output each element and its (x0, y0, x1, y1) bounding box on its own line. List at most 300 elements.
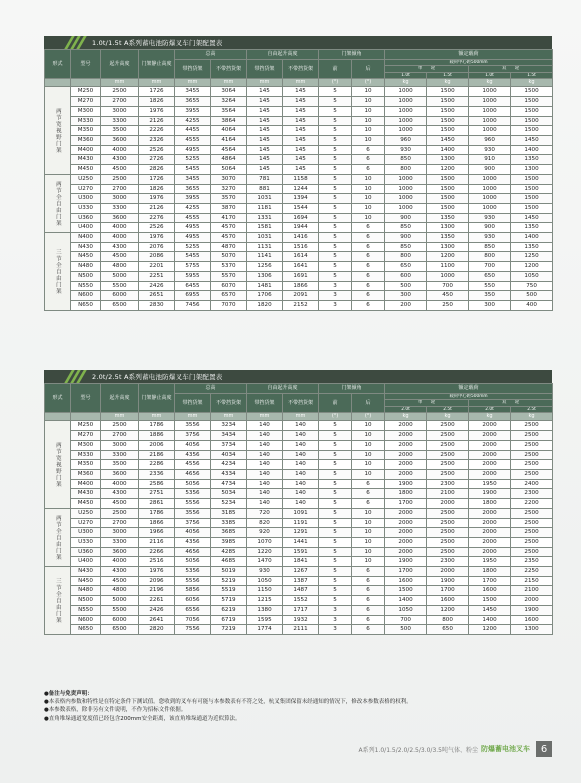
group-label: 两节宽视野门架 (45, 87, 71, 174)
value-cell: 4164 (211, 136, 247, 146)
value-cell: 2000 (385, 431, 427, 441)
value-cell: 2276 (139, 213, 175, 223)
value-cell: 2000 (385, 508, 427, 518)
value-cell: 10 (352, 547, 385, 557)
model-cell: N480 (71, 586, 101, 596)
value-cell: 850 (385, 242, 427, 252)
value-cell: 5 (319, 155, 352, 165)
model-cell: M270 (71, 431, 101, 441)
value-cell: 5455 (175, 165, 211, 175)
value-cell: 2500 (511, 547, 553, 557)
value-cell: 5 (319, 213, 352, 223)
table-row (45, 625, 553, 635)
value-cell: 1000 (469, 126, 511, 136)
model-cell: M270 (71, 97, 101, 107)
value-cell: 2006 (139, 440, 175, 450)
header-mast-lowered: 门架静止高度 (139, 50, 175, 79)
value-cell: 720 (247, 508, 283, 518)
value-cell: 1300 (511, 165, 553, 175)
value-cell: 5 (319, 194, 352, 204)
value-cell: 2076 (139, 242, 175, 252)
header-without-backrest: 不带挡货架 (283, 59, 319, 79)
unit-cell: mm (247, 413, 283, 421)
value-cell: 2500 (427, 431, 469, 441)
table-row (45, 596, 553, 606)
value-cell: 1387 (283, 576, 319, 586)
unit-cell: mm (175, 413, 211, 421)
value-cell: 2500 (511, 440, 553, 450)
mast-config-table (44, 383, 553, 635)
value-cell: 1500 (427, 184, 469, 194)
value-cell: 4500 (101, 576, 139, 586)
unit-cell: mm (101, 79, 139, 87)
value-cell: 3300 (101, 116, 139, 126)
model-cell: M300 (71, 440, 101, 450)
header-with-backrest: 带挡货架 (247, 59, 283, 79)
model-cell: M250 (71, 87, 101, 97)
value-cell: 750 (511, 281, 553, 291)
value-cell: 145 (283, 116, 319, 126)
value-cell: 1331 (247, 213, 283, 223)
unit-cell (71, 413, 101, 421)
value-cell: 2000 (385, 421, 427, 431)
value-cell: 5719 (211, 596, 247, 606)
unit-cell: kg (469, 79, 511, 87)
value-cell: 5 (319, 567, 352, 577)
value-cell: 1481 (247, 281, 283, 291)
value-cell: 1600 (469, 586, 511, 596)
model-cell: M330 (71, 450, 101, 460)
header-free-lift: 自由起升高度 (247, 50, 319, 60)
value-cell: 1976 (139, 567, 175, 577)
value-cell: 2500 (511, 508, 553, 518)
value-cell: 3500 (101, 126, 139, 136)
unit-cell: (°) (352, 413, 385, 421)
table-row (45, 145, 553, 155)
value-cell: 4500 (101, 165, 139, 175)
unit-cell: kg (385, 413, 427, 421)
value-cell: 6 (352, 625, 385, 635)
value-cell: 1500 (511, 126, 553, 136)
value-cell: 4955 (175, 145, 211, 155)
value-cell: 350 (469, 291, 511, 301)
value-cell: 2096 (139, 576, 175, 586)
value-cell: 3264 (211, 97, 247, 107)
value-cell: 1350 (511, 223, 553, 233)
value-cell: 5 (319, 97, 352, 107)
table-section-1 (44, 36, 552, 311)
model-cell: U270 (71, 518, 101, 528)
header-tilt: 门架倾角 (319, 50, 385, 60)
value-cell: 1826 (139, 97, 175, 107)
value-cell: 4356 (175, 450, 211, 460)
value-cell: 1786 (139, 421, 175, 431)
value-cell: 1450 (427, 136, 469, 146)
model-cell: N600 (71, 615, 101, 625)
value-cell: 2000 (469, 518, 511, 528)
unit-cell: mm (139, 413, 175, 421)
value-cell: 1900 (385, 479, 427, 489)
value-cell: 5556 (175, 499, 211, 509)
value-cell: 5255 (175, 242, 211, 252)
value-cell: 6 (352, 489, 385, 499)
value-cell: 2186 (139, 450, 175, 460)
value-cell: 2196 (139, 586, 175, 596)
header-rated-load: 额定载荷 (385, 50, 553, 60)
value-cell: 5234 (211, 499, 247, 509)
value-cell: 6 (352, 596, 385, 606)
value-cell: 2350 (511, 557, 553, 567)
value-cell: 2201 (139, 262, 175, 272)
value-cell: 5 (319, 116, 352, 126)
value-cell: 6 (352, 271, 385, 281)
value-cell: 2336 (139, 470, 175, 480)
value-cell: 3 (319, 291, 352, 301)
value-cell: 5 (319, 184, 352, 194)
value-cell: 1691 (283, 271, 319, 281)
model-cell: M250 (71, 421, 101, 431)
unit-cell: mm (283, 413, 319, 421)
value-cell: 5370 (211, 262, 247, 272)
value-cell: 1267 (283, 567, 319, 577)
value-cell: 5556 (175, 576, 211, 586)
value-cell: 5 (319, 87, 352, 97)
value-cell: 6 (352, 145, 385, 155)
table-row (45, 281, 553, 291)
value-cell: 2000 (385, 518, 427, 528)
value-cell: 4500 (101, 499, 139, 509)
value-cell: 6 (352, 615, 385, 625)
header-model: 型号 (71, 50, 101, 79)
value-cell: 3434 (211, 431, 247, 441)
model-cell: N430 (71, 567, 101, 577)
header-type: 形式 (45, 384, 71, 413)
value-cell: 10 (352, 184, 385, 194)
value-cell: 3 (319, 605, 352, 615)
value-cell: 1500 (511, 174, 553, 184)
value-cell: 6 (352, 479, 385, 489)
header-load-center: 载荷中心距500mm (385, 393, 553, 400)
value-cell: 10 (352, 537, 385, 547)
value-cell: 3300 (101, 203, 139, 213)
value-cell: 10 (352, 557, 385, 567)
value-cell: 900 (469, 223, 511, 233)
value-cell: 3000 (101, 528, 139, 538)
table-row (45, 499, 553, 509)
value-cell: 5 (319, 528, 352, 538)
value-cell: 2000 (427, 567, 469, 577)
header-single-tire: 单 轮 (385, 66, 469, 73)
table-row (45, 460, 553, 470)
value-cell: 1000 (385, 126, 427, 136)
value-cell: 2500 (427, 440, 469, 450)
unit-cell: kg (385, 79, 427, 87)
group-label: 两节全自由门架 (45, 508, 71, 566)
header-lift-height: 起升高度 (101, 50, 139, 79)
value-cell: 1726 (139, 87, 175, 97)
value-cell: 300 (385, 291, 427, 301)
value-cell: 5 (319, 586, 352, 596)
value-cell: 1700 (385, 567, 427, 577)
footer-brand: 防爆蓄电池叉车 (481, 745, 530, 753)
header-lift-height: 起升高度 (101, 384, 139, 413)
value-cell: 6 (352, 223, 385, 233)
value-cell: 145 (283, 106, 319, 116)
header-front: 前 (319, 393, 352, 413)
value-cell: 1976 (139, 194, 175, 204)
value-cell: 140 (247, 440, 283, 450)
value-cell: 6 (352, 155, 385, 165)
value-cell: 145 (247, 145, 283, 155)
value-cell: 10 (352, 508, 385, 518)
value-cell: 3600 (101, 470, 139, 480)
value-cell: 1000 (385, 106, 427, 116)
value-cell: 2226 (139, 126, 175, 136)
value-cell: 5 (319, 126, 352, 136)
value-cell: 920 (247, 528, 283, 538)
value-cell: 2266 (139, 547, 175, 557)
table-row (45, 116, 553, 126)
value-cell: 10 (352, 97, 385, 107)
value-cell: 5955 (175, 271, 211, 281)
value-cell: 1000 (469, 174, 511, 184)
value-cell: 1500 (427, 194, 469, 204)
value-cell: 2516 (139, 557, 175, 567)
value-cell: 140 (283, 460, 319, 470)
header-with-backrest: 带挡货架 (175, 59, 211, 79)
value-cell: 4570 (211, 223, 247, 233)
value-cell: 2000 (469, 470, 511, 480)
value-cell: 6000 (101, 291, 139, 301)
value-cell: 2500 (427, 518, 469, 528)
value-cell: 4000 (101, 145, 139, 155)
value-cell: 1350 (511, 242, 553, 252)
value-cell: 1400 (427, 145, 469, 155)
value-cell: 1500 (427, 126, 469, 136)
value-cell: 1441 (283, 537, 319, 547)
value-cell: 4255 (175, 203, 211, 213)
value-cell: 1380 (247, 605, 283, 615)
header-load-capacity: 2.5t (511, 406, 553, 413)
value-cell: 2526 (139, 223, 175, 233)
value-cell: 2100 (427, 489, 469, 499)
value-cell: 2000 (385, 528, 427, 538)
value-cell: 2500 (511, 431, 553, 441)
unit-cell: mm (211, 79, 247, 87)
value-cell: 2300 (511, 489, 553, 499)
value-cell: 5064 (211, 165, 247, 175)
value-cell: 1700 (469, 576, 511, 586)
model-cell: U400 (71, 557, 101, 567)
value-cell: 5755 (175, 262, 211, 272)
table-row (45, 262, 553, 272)
value-cell: 1031 (247, 233, 283, 243)
value-cell: 1450 (511, 213, 553, 223)
value-cell: 1000 (385, 97, 427, 107)
value-cell: 1000 (385, 194, 427, 204)
value-cell: 2000 (385, 450, 427, 460)
value-cell: 2000 (469, 421, 511, 431)
model-cell: N550 (71, 605, 101, 615)
value-cell: 250 (427, 300, 469, 310)
model-cell: U270 (71, 184, 101, 194)
value-cell: 140 (283, 440, 319, 450)
unit-cell: mm (101, 413, 139, 421)
value-cell: 200 (385, 300, 427, 310)
value-cell: 1300 (427, 223, 469, 233)
value-cell: 3955 (175, 106, 211, 116)
note-line: ●本参数表格，除非另有文件说明，不作为招标文件依据。 (44, 707, 187, 714)
model-cell: N450 (71, 252, 101, 262)
value-cell: 2100 (511, 586, 553, 596)
table-row (45, 184, 553, 194)
value-cell: 3 (319, 300, 352, 310)
value-cell: 5255 (175, 155, 211, 165)
model-cell: M400 (71, 479, 101, 489)
model-cell: N600 (71, 291, 101, 301)
value-cell: 145 (247, 87, 283, 97)
value-cell: 3870 (211, 203, 247, 213)
value-cell: 4234 (211, 460, 247, 470)
value-cell: 6 (352, 291, 385, 301)
value-cell: 1700 (385, 499, 427, 509)
value-cell: 5 (319, 233, 352, 243)
model-cell: M350 (71, 126, 101, 136)
value-cell: 1100 (427, 262, 469, 272)
value-cell: 781 (247, 174, 283, 184)
value-cell: 140 (247, 450, 283, 460)
table-row (45, 605, 553, 615)
value-cell: 2286 (139, 460, 175, 470)
value-cell: 140 (283, 499, 319, 509)
value-cell: 1220 (247, 547, 283, 557)
value-cell: 5 (319, 145, 352, 155)
model-cell: N430 (71, 242, 101, 252)
value-cell: 4064 (211, 126, 247, 136)
value-cell: 1966 (139, 528, 175, 538)
value-cell: 1600 (385, 576, 427, 586)
table-row (45, 615, 553, 625)
value-cell: 3985 (211, 537, 247, 547)
value-cell: 6 (352, 242, 385, 252)
value-cell: 2116 (139, 537, 175, 547)
value-cell: 400 (511, 300, 553, 310)
table-row (45, 97, 553, 107)
header-dual-tire: 双 轮 (469, 400, 553, 407)
table-row (45, 489, 553, 499)
value-cell: 10 (352, 203, 385, 213)
section-title-bar (44, 370, 552, 383)
model-cell: U400 (71, 223, 101, 233)
value-cell: 6570 (211, 291, 247, 301)
value-cell: 1450 (469, 605, 511, 615)
value-cell: 3 (319, 615, 352, 625)
value-cell: 1900 (427, 576, 469, 586)
value-cell: 5519 (211, 586, 247, 596)
value-cell: 2500 (427, 528, 469, 538)
value-cell: 2000 (469, 431, 511, 441)
value-cell: 3300 (101, 450, 139, 460)
value-cell: 4300 (101, 242, 139, 252)
value-cell: 4455 (175, 126, 211, 136)
value-cell: 140 (247, 479, 283, 489)
value-cell: 140 (247, 470, 283, 480)
table-row (45, 106, 553, 116)
unit-cell (45, 79, 71, 87)
value-cell: 1000 (385, 87, 427, 97)
table-row (45, 528, 553, 538)
model-cell: M400 (71, 145, 101, 155)
value-cell: 2500 (427, 547, 469, 557)
value-cell: 800 (385, 252, 427, 262)
value-cell: 6219 (211, 605, 247, 615)
value-cell: 2300 (427, 557, 469, 567)
table-row (45, 126, 553, 136)
value-cell: 1400 (511, 145, 553, 155)
value-cell: 5 (319, 489, 352, 499)
value-cell: 3000 (101, 106, 139, 116)
value-cell: 5500 (101, 605, 139, 615)
value-cell: 6719 (211, 615, 247, 625)
value-cell: 7556 (175, 625, 211, 635)
value-cell: 2000 (385, 547, 427, 557)
value-cell: 1200 (469, 625, 511, 635)
value-cell: 5 (319, 596, 352, 606)
table-row (45, 203, 553, 213)
table-row (45, 440, 553, 450)
value-cell: 140 (247, 489, 283, 499)
value-cell: 1215 (247, 596, 283, 606)
value-cell: 2500 (427, 508, 469, 518)
value-cell: 4334 (211, 470, 247, 480)
value-cell: 2000 (469, 537, 511, 547)
value-cell: 1641 (283, 262, 319, 272)
value-cell: 650 (427, 625, 469, 635)
value-cell: 5 (319, 537, 352, 547)
value-cell: 5356 (175, 489, 211, 499)
value-cell: 800 (469, 252, 511, 262)
unit-cell (45, 413, 71, 421)
value-cell: 3300 (101, 537, 139, 547)
value-cell: 2000 (385, 440, 427, 450)
value-cell: 1500 (427, 174, 469, 184)
model-cell: M450 (71, 165, 101, 175)
value-cell: 6 (352, 605, 385, 615)
model-cell: U300 (71, 194, 101, 204)
value-cell: 6056 (175, 596, 211, 606)
value-cell: 1350 (427, 213, 469, 223)
value-cell: 600 (385, 271, 427, 281)
table-row (45, 547, 553, 557)
value-cell: 930 (247, 567, 283, 577)
model-cell: N450 (71, 576, 101, 586)
header-rear: 后 (352, 393, 385, 413)
value-cell: 7070 (211, 300, 247, 310)
model-cell: U360 (71, 547, 101, 557)
group-label: 两节宽视野门架 (45, 421, 71, 508)
value-cell: 1726 (139, 174, 175, 184)
value-cell: 5019 (211, 567, 247, 577)
value-cell: 140 (247, 421, 283, 431)
value-cell: 3734 (211, 440, 247, 450)
value-cell: 4285 (211, 547, 247, 557)
unit-cell: kg (469, 413, 511, 421)
value-cell: 5 (319, 470, 352, 480)
value-cell: 1500 (511, 97, 553, 107)
value-cell: 5 (319, 450, 352, 460)
stripe-decoration (44, 370, 88, 383)
value-cell: 2500 (511, 421, 553, 431)
